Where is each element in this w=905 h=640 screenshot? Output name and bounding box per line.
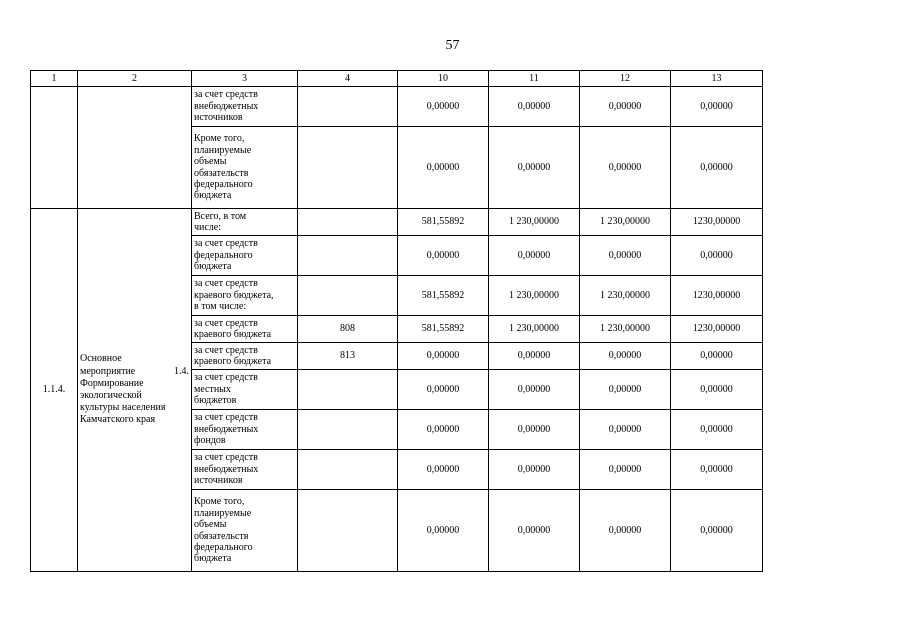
col-header-4: 4 xyxy=(298,71,398,87)
value-cell-13: 0,00000 xyxy=(671,370,763,410)
kbk-code-cell xyxy=(298,209,398,236)
value-cell-11: 0,00000 xyxy=(489,236,580,276)
value-cell-12: 0,00000 xyxy=(580,343,671,370)
value-cell-11: 0,00000 xyxy=(489,450,580,490)
kbk-code-cell xyxy=(298,410,398,450)
value-cell-12: 1 230,00000 xyxy=(580,316,671,343)
value-cell-10: 0,00000 xyxy=(398,370,489,410)
measure-name-cell xyxy=(78,209,192,572)
value-cell-12: 0,00000 xyxy=(580,236,671,276)
funding-source-cell: за счет средств краевого бюджета xyxy=(192,343,298,370)
value-cell-13: 0,00000 xyxy=(671,236,763,276)
value-cell-13: 0,00000 xyxy=(671,490,763,572)
measure-name-number: 1.4. xyxy=(174,365,189,377)
value-cell-13: 0,00000 xyxy=(671,410,763,450)
value-cell-12: 0,00000 xyxy=(580,490,671,572)
kbk-code-cell xyxy=(298,276,398,316)
value-cell-12: 0,00000 xyxy=(580,370,671,410)
value-cell-10: 0,00000 xyxy=(398,236,489,276)
value-cell-12: 0,00000 xyxy=(580,410,671,450)
col-header-1: 1 xyxy=(31,71,78,87)
table-row xyxy=(31,87,763,127)
value-cell-11: 1 230,00000 xyxy=(489,316,580,343)
col-header-13: 13 xyxy=(671,71,763,87)
kbk-code-cell xyxy=(298,490,398,572)
value-cell-10: 581,55892 xyxy=(398,316,489,343)
funding-source-cell: Всего, в том числе: xyxy=(192,209,298,236)
value-cell-11: 0,00000 xyxy=(489,127,580,209)
funding-source-cell: за счет средств внебюджетных источников xyxy=(192,450,298,490)
value-cell-12: 0,00000 xyxy=(580,450,671,490)
page-number: 57 xyxy=(445,38,460,53)
table-row xyxy=(31,209,763,236)
col-header-10: 10 xyxy=(398,71,489,87)
value-cell-11: 0,00000 xyxy=(489,370,580,410)
value-cell-10: 0,00000 xyxy=(398,127,489,209)
measure-name-word: мероприятие xyxy=(80,365,136,377)
kbk-code-cell xyxy=(298,87,398,127)
value-cell-12: 1 230,00000 xyxy=(580,209,671,236)
value-cell-10: 0,00000 xyxy=(398,450,489,490)
funding-source-cell: Кроме того, планируемые объемы обязательств федерального бюджета xyxy=(192,127,298,209)
measure-name-line: Основное xyxy=(80,353,122,365)
measure-name-line: экологической xyxy=(80,390,142,401)
kbk-code-cell xyxy=(298,127,398,209)
measure-name-line xyxy=(80,366,189,378)
kbk-code-cell: 813 xyxy=(298,343,398,370)
value-cell-11: 0,00000 xyxy=(489,343,580,370)
empty-name-cell xyxy=(78,87,192,209)
kbk-code-cell: 808 xyxy=(298,316,398,343)
value-cell-11: 0,00000 xyxy=(489,410,580,450)
funding-source-cell: за счет средств краевого бюджета xyxy=(192,316,298,343)
value-cell-12: 0,00000 xyxy=(580,127,671,209)
funding-source-cell: за счет средств внебюджетных фондов xyxy=(192,410,298,450)
value-cell-10: 581,55892 xyxy=(398,276,489,316)
value-cell-10: 0,00000 xyxy=(398,410,489,450)
col-header-2: 2 xyxy=(78,71,192,87)
kbk-code-cell xyxy=(298,236,398,276)
value-cell-11: 0,00000 xyxy=(489,87,580,127)
value-cell-13: 1230,00000 xyxy=(671,276,763,316)
funding-source-cell: за счет средств краевого бюджета, в том числе: xyxy=(192,276,298,316)
empty-code-cell xyxy=(31,87,78,209)
funding-source-cell: за счет средств внебюджетных источников xyxy=(192,87,298,127)
value-cell-13: 1230,00000 xyxy=(671,209,763,236)
value-cell-11: 1 230,00000 xyxy=(489,276,580,316)
funding-source-cell: за счет средств федерального бюджета xyxy=(192,236,298,276)
value-cell-13: 0,00000 xyxy=(671,127,763,209)
value-cell-13: 0,00000 xyxy=(671,343,763,370)
value-cell-11: 0,00000 xyxy=(489,490,580,572)
funding-source-cell: Кроме того, планируемые объемы обязательств федерального бюджета xyxy=(192,490,298,572)
measure-name-line: культуры населения xyxy=(80,402,166,414)
kbk-code-cell xyxy=(298,450,398,490)
col-header-11: 11 xyxy=(489,71,580,87)
value-cell-11: 1 230,00000 xyxy=(489,209,580,236)
header-row xyxy=(31,71,763,87)
col-header-3: 3 xyxy=(192,71,298,87)
value-cell-13: 0,00000 xyxy=(671,450,763,490)
col-header-12: 12 xyxy=(580,71,671,87)
value-cell-13: 0,00000 xyxy=(671,87,763,127)
budget-table xyxy=(30,70,763,572)
value-cell-12: 1 230,00000 xyxy=(580,276,671,316)
value-cell-10: 0,00000 xyxy=(398,490,489,572)
value-cell-10: 0,00000 xyxy=(398,87,489,127)
kbk-code-cell xyxy=(298,370,398,410)
value-cell-10: 0,00000 xyxy=(398,343,489,370)
value-cell-13: 1230,00000 xyxy=(671,316,763,343)
measure-code-cell: 1.1.4. xyxy=(31,209,78,572)
funding-source-cell: за счет средств местных бюджетов xyxy=(192,370,298,410)
measure-name-line: Формирование xyxy=(80,377,144,389)
measure-name-line: Камчатского края xyxy=(80,414,156,426)
value-cell-12: 0,00000 xyxy=(580,87,671,127)
value-cell-10: 581,55892 xyxy=(398,209,489,236)
